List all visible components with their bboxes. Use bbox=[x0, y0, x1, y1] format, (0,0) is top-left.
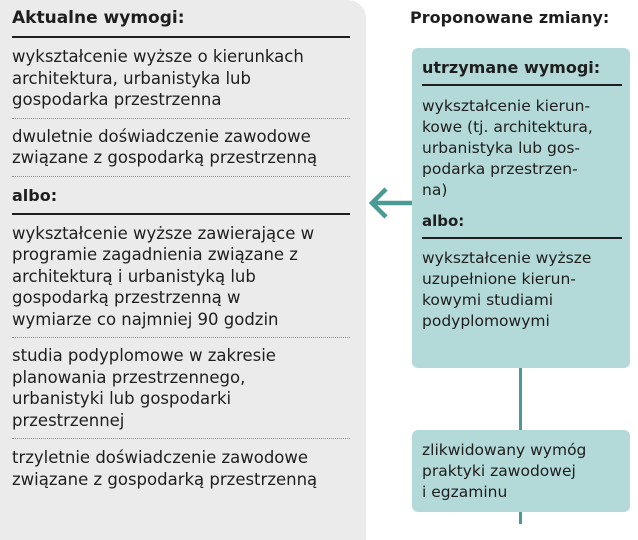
retained-requirements-heading: utrzymane wymogi: bbox=[422, 58, 622, 86]
arrow-left-icon bbox=[366, 186, 414, 220]
proposed-changes-title: Proponowane zmiany: bbox=[410, 8, 610, 27]
current-requirements-heading: Aktualne wymogi: bbox=[12, 8, 350, 38]
retained-alternative-text: wykształcenie wyższe uzupełnione kierun- kowymi studiami podyplomowymi bbox=[422, 249, 592, 330]
alternative-heading: albo: bbox=[12, 186, 350, 215]
retained-requirement-text: wykształcenie kierun- kowe (tj. architektura, urbanistyka lub gos- podarka przestrzen- na) bbox=[422, 97, 593, 199]
connector-line bbox=[519, 512, 522, 524]
requirement-item: studia podyplomowe w zakresie planowania przestrzennego, urbanistyki lub gospodarki przestrzennej bbox=[12, 338, 350, 439]
requirement-item: dwuletnie doświadczenie zawodowe związane z gospodarką przestrzenną bbox=[12, 119, 350, 177]
requirement-item: trzyletnie doświadczenie zawodowe związane z gospodarką przestrzenną bbox=[12, 448, 318, 489]
retained-alternative-heading: albo: bbox=[422, 211, 622, 239]
requirement-item: wykształcenie wyższe o kierunkach architektura, urbanistyka lub gospodarka przestrzenna bbox=[12, 38, 350, 119]
requirement-item: wykształcenie wyższe zawierające w programie zagadnienia związane z architekturą i urbanistyką lub gospodarką przestrzenną w wymiarze co najmniej 90 godzin bbox=[12, 215, 350, 339]
connector-line bbox=[519, 368, 522, 430]
retained-requirements-box bbox=[412, 48, 630, 368]
removed-requirement-box bbox=[412, 430, 630, 512]
removed-requirement-text: zlikwidowany wymóg praktyki zawodowej i egzaminu bbox=[422, 441, 587, 501]
